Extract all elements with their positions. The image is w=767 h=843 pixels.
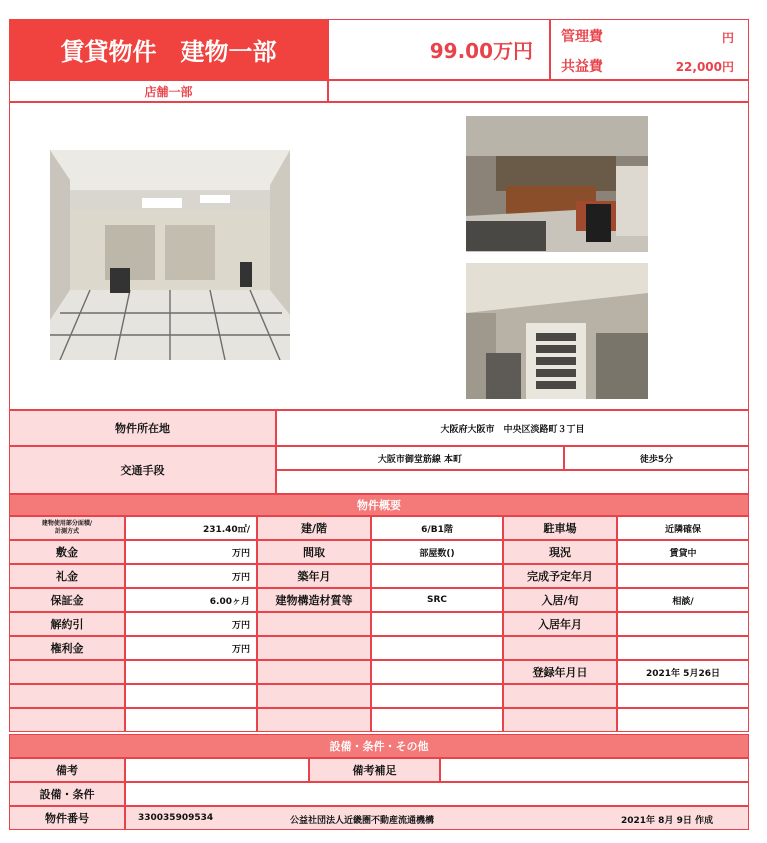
- overview-cell-l2: [257, 660, 371, 684]
- overview-cell-v2: [371, 612, 503, 636]
- overview-cell-l1: [9, 636, 125, 660]
- remarks-extra-value-cell: [440, 758, 749, 782]
- overview-text: 建/階: [300, 522, 328, 535]
- overview-cell-l2: [257, 636, 371, 660]
- overview-text: 礼金: [56, 570, 78, 583]
- footer-bar: [125, 806, 749, 830]
- overview-text: 建物構造材質等: [275, 594, 353, 607]
- overview-cell-l3: [503, 564, 617, 588]
- remarks-extra-label: 備考補足: [352, 764, 397, 777]
- overview-text: 建物使用部分面積/ 計測方式: [41, 520, 93, 535]
- overview-cell-l3: [503, 708, 617, 732]
- management-fee-label: 管理費: [561, 29, 603, 45]
- bar-counter-photo: [466, 116, 648, 252]
- remarks-value-cell: [125, 758, 309, 782]
- overview-cell-v3: [617, 540, 749, 564]
- overview-text: 駐車場: [543, 522, 577, 535]
- overview-cell-v1: [125, 708, 257, 732]
- overview-text: 入居/旬: [541, 594, 579, 607]
- address-label: 物件所在地: [115, 422, 170, 435]
- common-fee-label: 共益費: [561, 59, 603, 75]
- overview-text: 6.00ヶ月: [209, 596, 250, 607]
- overview-text: 保証金: [50, 594, 84, 607]
- overview-cell-v3: [617, 612, 749, 636]
- overview-text: 入居年月: [538, 618, 582, 631]
- overview-cell-v1: [125, 660, 257, 684]
- facilities-header: [9, 734, 749, 758]
- overview-text: 万円: [231, 572, 250, 583]
- overview-text: 万円: [231, 644, 250, 655]
- overview-cell-l2: [257, 540, 371, 564]
- overview-cell-v3: [617, 684, 749, 708]
- overview-text: SRC: [426, 595, 448, 605]
- overview-cell-l2: [257, 588, 371, 612]
- overview-text: 部屋数(): [419, 548, 455, 559]
- title-banner: [9, 19, 328, 80]
- overview-cell-l1: [9, 564, 125, 588]
- overview-cell-l2: [257, 708, 371, 732]
- conditions-label-cell: [9, 782, 125, 806]
- overview-cell-l1: [9, 660, 125, 684]
- overview-text: 近隣確保: [664, 524, 701, 535]
- overview-text: 敷金: [56, 546, 78, 559]
- overview-text: 万円: [231, 620, 250, 631]
- overview-cell-v2: [371, 660, 503, 684]
- overview-cell-v2: [371, 516, 503, 540]
- overview-cell-v1: [125, 516, 257, 540]
- overview-cell-l1: [9, 588, 125, 612]
- overview-cell-l3: [503, 684, 617, 708]
- property-id-label-cell: [9, 806, 125, 830]
- transport-walk-cell: [564, 446, 749, 470]
- overview-cell-v2: [371, 636, 503, 660]
- overview-text: 231.40㎡/: [202, 524, 250, 535]
- overview-cell-l3: [503, 636, 617, 660]
- overview-cell-v3: [617, 588, 749, 612]
- overview-text: 完成予定年月: [527, 570, 593, 583]
- overview-text: 間取: [303, 546, 325, 559]
- overview-text: 相談/: [672, 596, 694, 607]
- overview-cell-l1: [9, 708, 125, 732]
- overview-cell-v1: [125, 612, 257, 636]
- overview-cell-v2: [371, 588, 503, 612]
- transport-line-cell: [276, 446, 564, 470]
- remarks-extra-label-cell: [309, 758, 440, 782]
- organization-name: 公益社団法人近畿圏不動産流通機構: [290, 816, 435, 826]
- overview-cell-v1: [125, 564, 257, 588]
- property-type: 店舗一部: [144, 84, 193, 99]
- price-cell: [328, 19, 550, 80]
- overview-text: 登録年月日: [532, 666, 588, 679]
- overview-cell-l2: [257, 564, 371, 588]
- facilities-title: 設備・条件・その他: [329, 740, 429, 753]
- overview-cell-v1: [125, 540, 257, 564]
- overview-text: 解約引: [50, 618, 84, 631]
- overview-text: 万円: [231, 548, 250, 559]
- overview-cell-v3: [617, 660, 749, 684]
- overview-text: 現況: [549, 546, 571, 559]
- overview-cell-l3: [503, 540, 617, 564]
- overview-cell-l1: [9, 612, 125, 636]
- overview-cell-v3: [617, 516, 749, 540]
- overview-cell-l3: [503, 516, 617, 540]
- overview-cell-v3: [617, 564, 749, 588]
- property-id: 330035909534: [138, 813, 214, 823]
- transport-line: 大阪市御堂筋線 本町: [377, 454, 463, 465]
- transport-empty-cell: [276, 470, 749, 494]
- staircase-photo: [466, 263, 648, 399]
- transport-label: 交通手段: [120, 464, 165, 477]
- conditions-label: 設備・条件: [39, 788, 95, 801]
- overview-text: 6/B1階: [421, 524, 453, 535]
- overview-cell-l1: [9, 516, 125, 540]
- overview-text: 築年月: [297, 570, 331, 583]
- transport-walk: 徒歩5分: [639, 454, 674, 465]
- address-label-cell: [9, 410, 276, 446]
- common-fee-value: 22,000円: [675, 60, 734, 74]
- rent-price: 99.00万円: [429, 39, 533, 63]
- conditions-value-cell: [125, 782, 749, 806]
- overview-cell-v1: [125, 636, 257, 660]
- main-room-photo: [50, 150, 290, 360]
- overview-text: 2021年 5月26日: [646, 668, 720, 679]
- overview-cell-l2: [257, 684, 371, 708]
- overview-cell-l1: [9, 540, 125, 564]
- management-fee-value: 円: [721, 31, 734, 45]
- overview-cell-v2: [371, 540, 503, 564]
- overview-cell-l2: [257, 612, 371, 636]
- remarks-label: 備考: [56, 764, 78, 777]
- remarks-label-cell: [9, 758, 125, 782]
- overview-title: 物件概要: [357, 499, 401, 512]
- overview-cell-l3: [503, 612, 617, 636]
- overview-cell-v2: [371, 708, 503, 732]
- overview-cell-l3: [503, 588, 617, 612]
- fees-cell: [550, 19, 749, 80]
- subtitle-cell: [9, 80, 328, 102]
- overview-cell-l2: [257, 516, 371, 540]
- created-date: 2021年 8月 9日 作成: [621, 816, 713, 826]
- transport-label-cell: [9, 446, 276, 494]
- address-cell: [276, 410, 749, 446]
- overview-cell-v3: [617, 636, 749, 660]
- overview-header: [9, 494, 749, 516]
- page-title: 賃貸物件 建物一部: [60, 38, 277, 66]
- overview-cell-v2: [371, 564, 503, 588]
- subtitle-empty-cell: [328, 80, 749, 102]
- overview-cell-v1: [125, 588, 257, 612]
- overview-cell-l1: [9, 684, 125, 708]
- overview-text: 賃貸中: [669, 548, 697, 559]
- overview-cell-l3: [503, 660, 617, 684]
- overview-text: 権利金: [50, 642, 84, 655]
- overview-cell-v2: [371, 684, 503, 708]
- overview-cell-v1: [125, 684, 257, 708]
- address-value: 大阪府大阪市 中央区淡路町３丁目: [440, 424, 585, 435]
- property-id-label: 物件番号: [45, 812, 89, 825]
- overview-cell-v3: [617, 708, 749, 732]
